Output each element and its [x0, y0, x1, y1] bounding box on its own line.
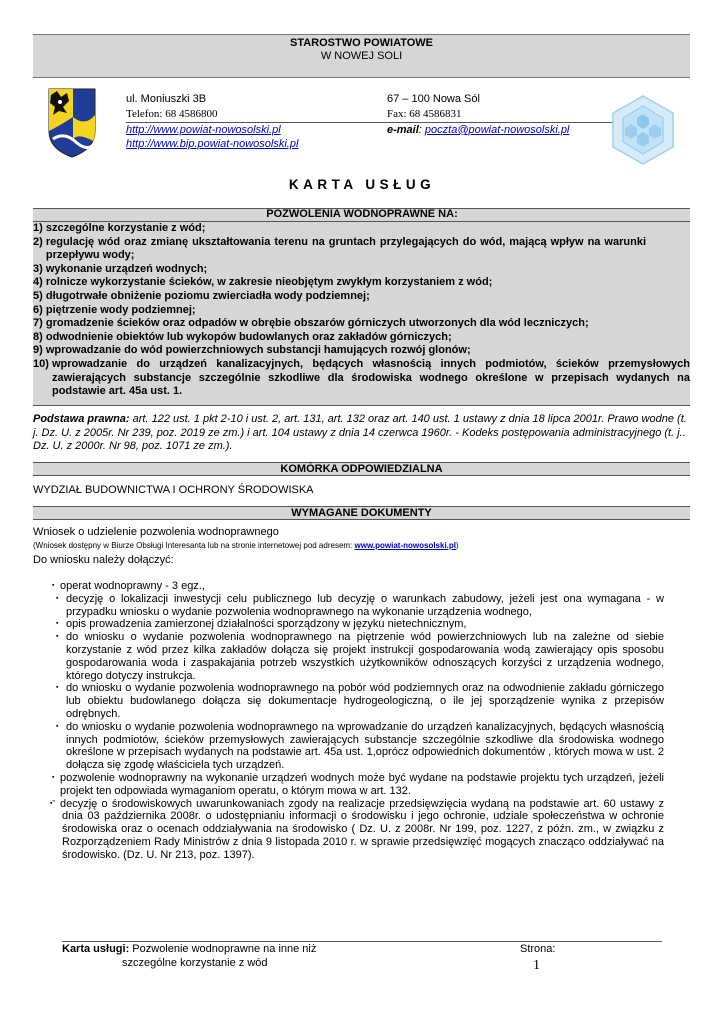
responsible-unit-name: WYDZIAŁ BUDOWNICTWA I OCHRONY ŚRODOWISKA: [33, 484, 314, 496]
email-link[interactable]: poczta@powiat-nowosolski.pl: [424, 124, 570, 136]
footer-value-line2: szczególne korzystanie z wód: [122, 957, 268, 969]
org-name-line1: STAROSTWO POWIATOWE: [290, 37, 433, 49]
list-item: 1) szczególne korzystanie z wód;: [33, 222, 206, 234]
list-item: 5) długotrwałe obniżenie poziomu zwierciadła wody podziemnej;: [33, 289, 370, 302]
email-colon: :: [418, 124, 425, 136]
header-banner: [33, 34, 690, 78]
hexagon-logo-icon: [611, 94, 675, 166]
bullet-icon: ▪: [52, 582, 55, 589]
permits-list: [33, 222, 690, 399]
application-title: Wniosek o udzielenie pozwolenia wodnoprawnego: [33, 526, 279, 538]
availability-link[interactable]: www.powiat-nowosolski.pl: [354, 541, 456, 550]
list-item: 8) odwodnienie obiektów lub wykopów budowlanych oraz zakładów górniczych;: [33, 330, 452, 343]
bullet-icon: ▪: [56, 684, 59, 692]
city: 67 – 100 Nowa Sól: [387, 93, 480, 105]
list-item: ▪ do wniosku o wydanie pozwolenia wodnoprawnego na wprowadzanie do urządzeń kanalizacyjnych, będących własnością innych podmiotów, ścieków przemysłowych zawierających substancje szczególnie szkodliwe dla środowiska wodnego określone w przepisach wydanych na podstawie art. 45a ust. 1,oprócz odpowiednich dokumentów , których mowa w ust. 2 dołącza się zgodę właściciela tych urządzeń.: [56, 720, 664, 772]
list-item: 7) gromadzenie ścieków oraz odpadów w obrębie obszarów górniczych utworzonych dla wód leczniczych;: [33, 317, 589, 330]
attachments-list: [52, 580, 664, 862]
list-item: ▪ pozwolenie wodnoprawny na wykonanie urządzeń wodnych może być wydane na podstawie projektu tych urządzeń, jeżeli projekt ten odpowiada wymaganiom operatu, o którym mowa w art. 132.: [52, 771, 664, 797]
footer-value-line1: Pozwolenie wodnoprawne na inne niż: [129, 943, 317, 955]
list-item: 6) piętrzenie wody podziemnej;: [33, 303, 196, 316]
list-item: ▪" decyzję o środowiskowych uwarunkowaniach zgody na realizacje przedsięwzięcia wydaną na podstawie art. 60 ustawy z dnia 03 października 2008r. o udostępnianiu informacji o środowisku i jego ochronie, udziale społeczeństwa w ochronie środowiska oraz o ocenach oddziaływania na środowisko ( Dz. U. z 2008r. Nr 199, poz. 1227, z późn. zm., w związku z Rozporządzeniem Rady Ministrów z dnia 9 listopada 2010 r. w sprawie przedsięwzięć mogących znacząco oddziaływać na środowisko. (Dz. U. Nr 213, poz. 1397).: [50, 797, 664, 861]
footer-service: [62, 942, 316, 956]
list-item: ▪ decyzję o lokalizacji inwestycji celu publicznego lub decyzję o warunkach zabudowy, jeżeli jest ona wymagana - w przypadku wniosku o wydanie pozwolenia wodnoprawnego na wykonanie urządzenia wodnego,: [56, 592, 664, 618]
crest-icon: [47, 87, 97, 159]
legal-basis-label: Podstawa prawna:: [33, 413, 130, 425]
list-item: 10) wprowadzanie do urządzeń kanalizacyjnych, będących własnością innych podmiotów, ścieków przemysłowych zawierających substancje szczególnie szkodliwe dla środowiska wodnego określone w przepisach wydanych na podstawie art. 45a ust. 1.: [33, 357, 690, 398]
fax: Fax: 68 4586831: [387, 108, 462, 120]
footer-page-label: Strona:: [520, 943, 556, 955]
bullet-icon: ▪: [56, 633, 59, 641]
bip-website-link[interactable]: http://www.bip.powiat-nowosolski.pl: [126, 138, 299, 150]
list-item: 3) wykonanie urządzeń wodnych;: [33, 262, 208, 275]
responsible-unit-heading: KOMÓRKA ODPOWIEDZIALNA: [33, 462, 690, 476]
page-number: 1: [533, 958, 540, 973]
attachments-intro: Do wniosku należy dołączyć:: [33, 554, 174, 566]
footer-label: Karta usługi:: [62, 943, 130, 955]
list-item: ▪ do wniosku o wydanie pozwolenia wodnoprawnego na piętrzenie wód powierzchniowych lub na zależne od siebie korzystanie z wód przez kilka zakładów dołącza się projekt instrukcji gospodarowania wodą zawierający opis sposobu gospodarowania woda i zaspakajania potrzeb wszystkich użytkowników odnoszących korzyści z urządzenia wodnego, którego dotyczy instrukcja.: [56, 631, 664, 682]
legal-basis: [33, 413, 690, 454]
email-label: e-mail: [387, 124, 419, 136]
address: ul. Moniuszki 3B: [126, 93, 207, 105]
list-item: 4) rolnicze wykorzystanie ścieków, w zakresie nieobjętym zwykłym korzystaniem z wód;: [33, 276, 493, 289]
list-item: ▪ do wniosku o wydanie pozwolenia wodnoprawnego na pobór wód podziemnych oraz na odwodnienie zakładu górniczego lub obiektu budowlanego dołącza się dokumentacje hydrogeologiczną, o ile jej sporządzenie wynika z przepisów odrębnych.: [56, 682, 664, 720]
list-item: ▪ opis prowadzenia zamierzonej działalności sporządzony w języku nietechnicznym,: [56, 618, 467, 631]
bullet-icon: ▪: [52, 773, 55, 781]
page-title: KARTA USŁUG: [288, 177, 436, 192]
website-link[interactable]: http://www.powiat-nowosolski.pl: [126, 124, 281, 136]
bullet-icon: ▪": [50, 799, 55, 807]
bullet-icon: ▪: [56, 620, 59, 628]
email-row: [387, 124, 569, 138]
org-name-line2: W NOWEJ SOLI: [320, 50, 403, 62]
phone: Telefon: 68 4586800: [126, 108, 218, 120]
required-documents-heading: WYMAGANE DOKUMENTY: [33, 506, 690, 520]
legal-basis-text: art. 122 ust. 1 pkt 2-10 i ust. 2, art. 131, art. 132 oraz art. 140 ust. 1 ustawy z dnia 18 lipca 2001r. Prawo wodne (t. j. Dz. U. z 2005r. Nr 239, poz. 2019 ze zm.) i art. 104 ustawy z dnia 14 czerwca 1960r. - Kodeks postępowania administracyjnego (t. j.. Dz. U. z 2000r. Nr 98, poz. 1071 ze zm.).: [33, 413, 687, 452]
application-availability: (Wniosek dostępny w Biurze Obsługi Interesanta lub na stronie internetowej pod adresem: www.powiat-nowosolski.pl): [33, 541, 459, 550]
list-item: 2) regulację wód oraz zmianę ukształtowania terenu na gruntach przylegających do wód, mającą wpływ na warunki przepływu wody;: [33, 235, 646, 262]
list-item: 9) wprowadzanie do wód powierzchniowych substancji hamujących rozwój glonów;: [33, 344, 471, 357]
list-item: ▪ operat wodnoprawny - 3 egz.,: [52, 580, 205, 592]
permits-heading: POZWOLENIA WODNOPRAWNE NA:: [266, 208, 458, 220]
bullet-icon: ▪: [56, 594, 59, 602]
header-rule: [126, 122, 620, 123]
bullet-icon: ▪: [56, 722, 59, 730]
